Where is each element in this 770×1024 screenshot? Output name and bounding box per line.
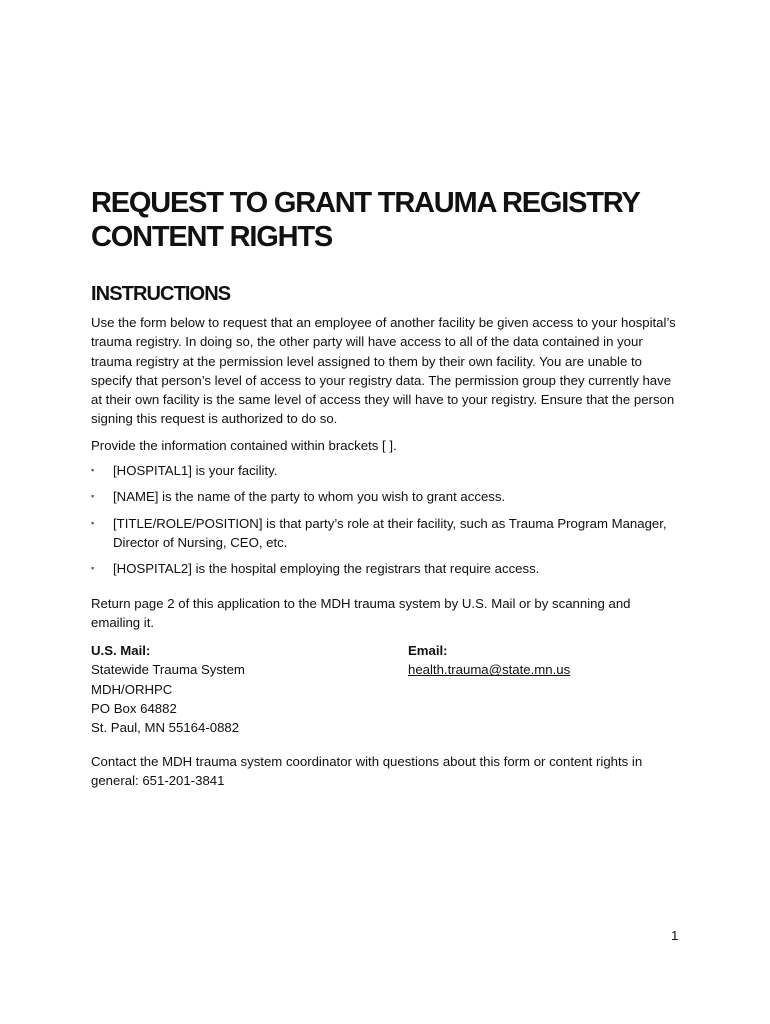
- square-bullet-icon: ▪: [91, 563, 95, 574]
- contact-coordinator-paragraph: Contact the MDH trauma system coordinator with questions about this form or content rights in general: 651-201-3841: [91, 753, 643, 788]
- email-block: [408, 641, 681, 737]
- list-item: [91, 514, 681, 553]
- mail-label: U.S. Mail:: [91, 643, 151, 659]
- mail-address-block: [91, 641, 408, 737]
- bullet-text: [NAME] is the name of the party to whom you wish to grant access.: [113, 489, 506, 505]
- mail-address-line: PO Box 64882: [91, 701, 177, 717]
- instruction-bullet-list: [91, 461, 681, 578]
- mail-address-line: Statewide Trauma System: [91, 662, 245, 678]
- list-item: [91, 461, 681, 480]
- document-title: [91, 186, 681, 254]
- square-bullet-icon: ▪: [91, 517, 95, 528]
- instructions-heading: INSTRUCTIONS: [91, 283, 231, 305]
- brackets-paragraph: Provide the information contained within brackets [ ].: [91, 437, 397, 453]
- page-number: 1: [671, 928, 679, 943]
- square-bullet-icon: ▪: [91, 465, 95, 476]
- document-title-line-1: REQUEST TO GRANT TRAUMA REGISTRY: [91, 187, 640, 219]
- return-instructions-paragraph: Return page 2 of this application to the MDH trauma system by U.S. Mail or by scanning and emailing it.: [91, 595, 631, 630]
- document-title-line-2: CONTENT RIGHTS: [91, 221, 332, 253]
- mail-address-line: St. Paul, MN 55164-0882: [91, 720, 240, 736]
- mail-address-line: MDH/ORHPC: [91, 681, 173, 697]
- email-address-link[interactable]: health.trauma@state.mn.us: [408, 662, 571, 678]
- square-bullet-icon: ▪: [91, 491, 95, 502]
- intro-paragraph: Use the form below to request that an employee of another facility be given access to your hospital’s trauma registry. In doing so, the other party will have access to all of the data contained in your trauma registry at the permission level assigned to them by their own facility. You are unable to specify that person’s level of access to your registry data. The permission group they currently have at their own facility is the same level of access they will have to your registry. Ensure that the person signing this request is authorized to do so.: [91, 315, 676, 427]
- list-item: [91, 487, 681, 506]
- email-label: Email:: [408, 643, 448, 659]
- bullet-text: [HOSPITAL2] is the hospital employing the registrars that require access.: [113, 561, 540, 577]
- document-body: [91, 186, 681, 790]
- bullet-text: [TITLE/ROLE/POSITION] is that party’s role at their facility, such as Trauma Program Manager, Director of Nursing, CEO, etc.: [113, 515, 667, 550]
- bullet-text: [HOSPITAL1] is your facility.: [113, 463, 278, 479]
- contact-section: [91, 641, 681, 737]
- list-item: [91, 559, 681, 578]
